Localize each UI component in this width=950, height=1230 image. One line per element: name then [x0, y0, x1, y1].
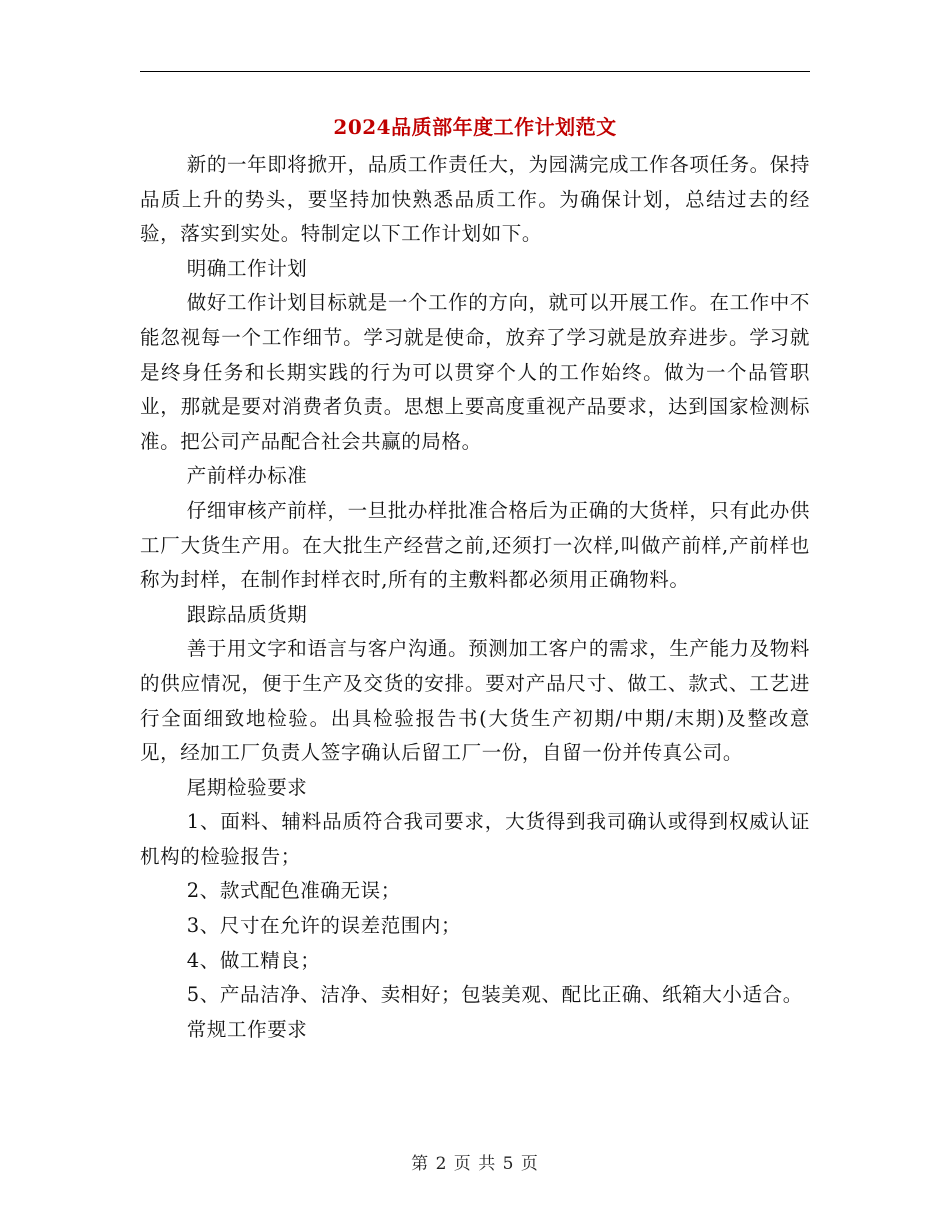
section-heading-routine: 常规工作要求	[186, 1017, 308, 1041]
header-rule	[140, 71, 810, 72]
paragraph-tracking: 善于用文字和语言与客户沟通。预测加工客户的需求，生产能力及物料的供应情况，便于生产及交货的安排。要对产品尺寸、做工、款式、工艺进行全面细致地检验。出具检验报告书(大货生产初期/中期/末期)及整改意见，经加工厂负责人签字确认后留工厂一份，自留一份并传真公司。	[140, 637, 810, 765]
paragraph-sample: 仔细审核产前样，一旦批办样批准合格后为正确的大货样，只有此办供工厂大货生产用。在大批生产经营之前,还须打一次样,叫做产前样,产前样也称为封样，在制作封样衣时,所有的主敷料都必须用正确物料。	[140, 498, 810, 592]
paragraph-intro: 新的一年即将掀开，品质工作责任大，为园满完成工作各项任务。保持品质上升的势头，要坚持加快熟悉品质工作。为确保计划，总结过去的经验，落实到实处。特制定以下工作计划如下。	[140, 153, 810, 246]
section-heading-final-inspection: 尾期检验要求	[186, 775, 308, 799]
paragraph-plan: 做好工作计划目标就是一个工作的方向，就可以开展工作。在工作中不能忽视每一个工作细节。学习就是使命，放弃了学习就是放弃进步。学习就是终身任务和长期实践的行为可以贯穿个人的工作始终。做为一个品管职业，那就是要对消费者负责。思想上要高度重视产品要求，达到国家检测标准。把公司产品配合社会共赢的局格。	[140, 291, 810, 453]
list-item: 2、款式配色准确无误；	[186, 879, 401, 903]
list-item: 4、做工精良；	[186, 948, 321, 972]
section-heading-tracking: 跟踪品质货期	[186, 602, 308, 626]
section-heading-plan: 明确工作计划	[186, 256, 308, 280]
list-item: 3、尺寸在允许的误差范围内；	[186, 914, 462, 938]
document-title: 2024品质部年度工作计划范文	[333, 115, 617, 139]
list-item: 5、产品洁净、洁净、卖相好；包装美观、配比正确、纸箱大小适合。	[186, 983, 803, 1007]
list-item: 1、面料、辅料品质符合我司要求，大货得到我司确认或得到权威认证机构的检验报告；	[140, 810, 810, 868]
document-body	[140, 148, 810, 1047]
page-number: 第 2 页 共 5 页	[411, 1154, 539, 1174]
section-heading-sample: 产前样办标准	[186, 464, 308, 488]
